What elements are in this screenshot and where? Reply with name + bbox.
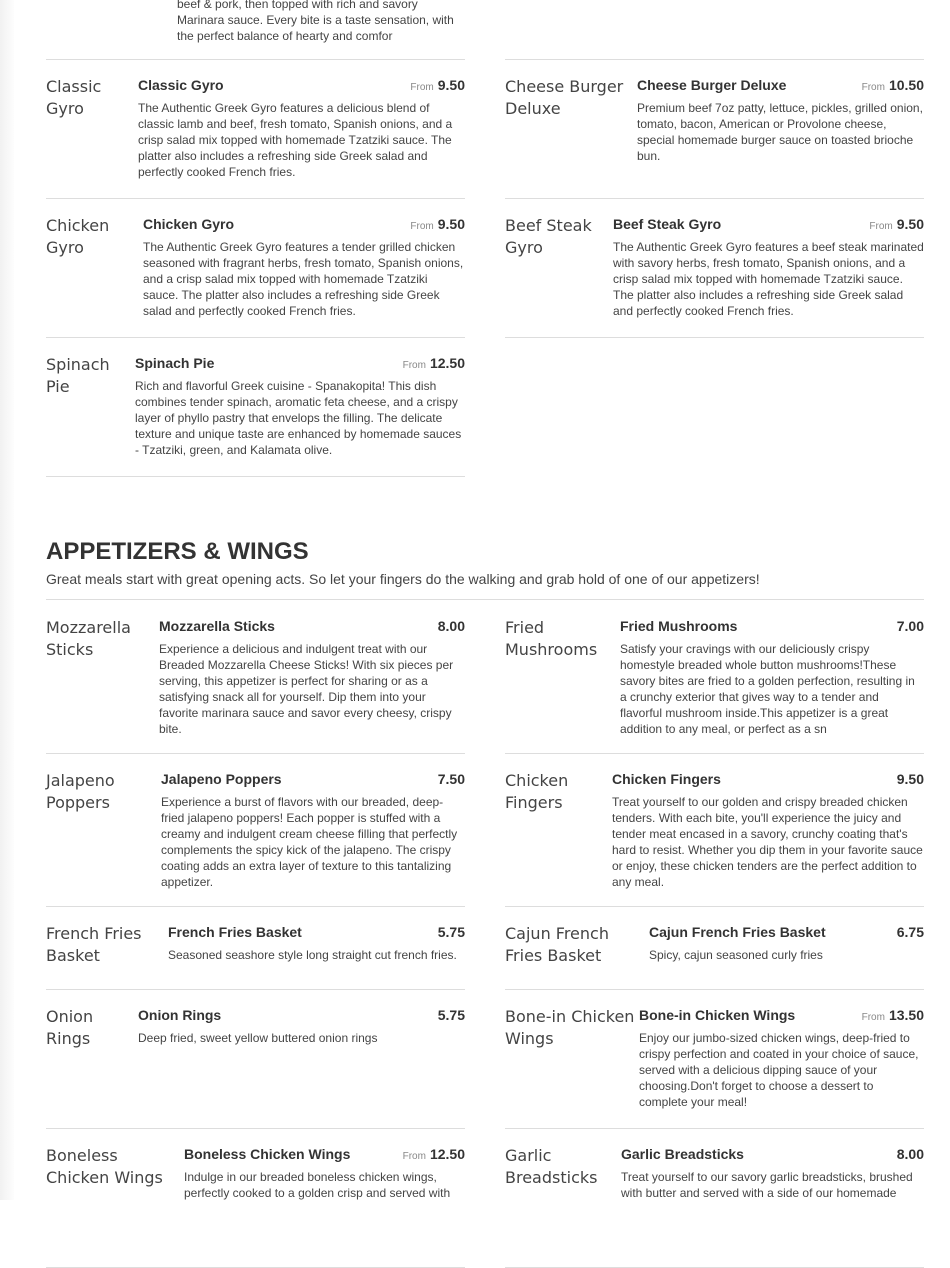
item-description: Deep fried, sweet yellow buttered onion rings: [138, 1031, 378, 1045]
menu-item-empty: [505, 0, 924, 60]
item-image[interactable]: Boneless Chicken Wings: [46, 1146, 163, 1187]
price-from-label: From: [869, 221, 893, 232]
item-description: Seasoned seashore style long straight cut french fries.: [168, 948, 457, 962]
category-title: APPETIZERS & WINGS: [46, 538, 309, 565]
menu-item-chicken-gyro[interactable]: [46, 215, 465, 338]
item-name[interactable]: Mozzarella Sticks: [159, 618, 275, 634]
menu-item-garlic-breadsticks[interactable]: [505, 1145, 924, 1268]
item-price: [869, 215, 924, 236]
item-description: Experience a burst of flavors with our breaded, deep-fried jalapeno poppers! Each popper is stuffed with a creamy and indulgent cream cheese filling that perfectly complements the spicy kick of the jalapeno. The crispy coating adds an extra layer of texture to this tantalizing appetizer.: [161, 795, 458, 889]
item-description: The Authentic Greek Gyro features a tender grilled chicken seasoned with fragrant herbs, fresh tomato, Spanish onions, and a crisp salad mix topped with homemade Tzatziki sauce. The platter also includes a refreshing side Greek salad and perfectly cooked French fries.: [143, 240, 464, 318]
price-value: 6.75: [896, 924, 924, 940]
item-name[interactable]: Spinach Pie: [135, 355, 215, 371]
item-price: [862, 76, 924, 97]
item-price: [438, 770, 465, 788]
item-price: [403, 354, 465, 375]
item-name[interactable]: French Fries Basket: [168, 924, 302, 940]
item-name[interactable]: Garlic Breadsticks: [621, 1146, 744, 1162]
price-value: 7.50: [437, 771, 465, 787]
item-price: [438, 923, 465, 941]
desc-line: Marinara sauce. Every bite is a taste sensation, with: [177, 13, 454, 27]
item-description: The Authentic Greek Gyro features a delicious blend of classic lamb and beef, fresh tomato, Spanish onions, and a crisp salad mix topped with homemade Tzatziki sauce. The platter also includes a refreshing side Greek salad and perfectly cooked French fries.: [138, 101, 453, 179]
item-price: [438, 617, 465, 635]
item-description: Spicy, cajun seasoned curly fries: [649, 948, 823, 962]
menu-item-onion-rings[interactable]: [46, 1006, 465, 1129]
price-value: 5.75: [437, 924, 465, 940]
item-description: Premium beef 7oz patty, lettuce, pickles, grilled onion, tomato, bacon, American or Provolone cheese, special homemade burger sauce on toasted brioche bun.: [637, 101, 923, 163]
item-image[interactable]: Cajun French Fries Basket: [505, 924, 609, 965]
item-price: [897, 1145, 924, 1163]
menu-item-jalapeno-poppers[interactable]: [46, 770, 465, 907]
price-value: 12.50: [429, 1146, 465, 1162]
item-name[interactable]: Bone-in Chicken Wings: [639, 1007, 796, 1023]
menu-item-partial[interactable]: [46, 0, 465, 60]
item-name[interactable]: Jalapeno Poppers: [161, 771, 282, 787]
price-value: 9.50: [437, 77, 465, 93]
page-edge-shadow: [0, 0, 14, 1200]
item-image[interactable]: Fried Mushrooms: [505, 618, 598, 659]
price-from-label: From: [402, 360, 426, 371]
price-value: 5.75: [437, 1007, 465, 1023]
item-price: [410, 76, 465, 97]
price-from-label: From: [410, 82, 434, 93]
item-description: Indulge in our breaded boneless chicken wings, perfectly cooked to a golden crisp and served with: [184, 1170, 451, 1200]
price-from-label: From: [402, 1151, 426, 1162]
item-image[interactable]: Chicken Gyro: [46, 216, 110, 257]
item-price: [897, 770, 924, 788]
item-name[interactable]: Fried Mushrooms: [620, 618, 738, 634]
item-price: [897, 923, 924, 941]
price-value: 10.50: [888, 77, 924, 93]
item-price: [862, 1006, 924, 1027]
item-image[interactable]: Bone-in Chicken Wings: [505, 1007, 635, 1048]
item-image[interactable]: Garlic Breadsticks: [505, 1146, 598, 1187]
item-description: [177, 0, 465, 44]
menu-item-fried-mushrooms[interactable]: [505, 617, 924, 754]
item-image[interactable]: Onion Rings: [46, 1007, 94, 1048]
item-description: Satisfy your cravings with our deliciously crispy homestyle breaded whole button mushrooms!These savory bites are fried to a golden perfection, resulting in a crunchy exterior that gives way to a tender and flavorful mushroom inside.This appetizer is a great addition to any meal, or perfect as a sn: [620, 642, 915, 736]
item-name[interactable]: Beef Steak Gyro: [613, 216, 722, 232]
item-description: The Authentic Greek Gyro features a beef steak marinated with savory herbs, fresh tomato, Spanish onions, and a crisp salad mix topped with homemade Tzatziki sauce. The platter also includes a refreshing side Greek salad and perfectly cooked French fries.: [613, 240, 924, 318]
price-value: 13.50: [888, 1007, 924, 1023]
item-image[interactable]: Beef Steak Gyro: [505, 216, 592, 257]
item-description: Treat yourself to our golden and crispy breaded chicken tenders. With each bite, you'll experience the juicy and tender meat encased in a savory, crunchy coating that's hard to resist. Whether you dip them in your favorite sauce or enjoy, these chicken tenders are the perfect addition to any meal.: [612, 795, 923, 889]
item-description: Rich and flavorful Greek cuisine - Spanakopita! This dish combines tender spinach, aromatic feta cheese, and a crispy layer of phyllo pastry that envelops the filling. The delicate texture and unique taste are enhanced by homemade sauces - Tzatziki, green, and Kalamata olive.: [135, 379, 462, 457]
menu-item-cheese-burger-deluxe[interactable]: [505, 76, 924, 199]
price-value: 8.00: [437, 618, 465, 634]
menu-item-french-fries-basket[interactable]: [46, 923, 465, 990]
price-value: 7.00: [896, 618, 924, 634]
item-image[interactable]: Cheese Burger Deluxe: [505, 77, 624, 118]
item-price: [410, 215, 465, 236]
category-subtitle: Great meals start with great opening acts. So let your fingers do the walking and grab hold of one of our appetizers!: [46, 571, 760, 587]
category-divider: [46, 599, 924, 600]
menu-item-classic-gyro[interactable]: [46, 76, 465, 199]
item-description: Experience a delicious and indulgent treat with our Breaded Mozzarella Cheese Sticks! With six pieces per serving, this appetizer is perfect for sharing or as a satisfying snack all for yourself. Dip them into your favorite marinara sauce and savor every cheesy, crispy bite.: [159, 642, 454, 736]
item-price: [403, 1145, 465, 1166]
price-value: 9.50: [896, 771, 924, 787]
price-value: 9.50: [437, 216, 465, 232]
menu-item-boneless-chicken-wings[interactable]: [46, 1145, 465, 1268]
menu-item-bone-in-chicken-wings[interactable]: [505, 1006, 924, 1129]
item-price: [897, 617, 924, 635]
item-name[interactable]: Classic Gyro: [138, 77, 224, 93]
item-image[interactable]: French Fries Basket: [46, 924, 142, 965]
menu-item-spinach-pie[interactable]: [46, 354, 465, 477]
item-image[interactable]: Jalapeno Poppers: [46, 771, 115, 812]
item-name[interactable]: Chicken Gyro: [143, 216, 235, 232]
desc-line: beef & pork, then topped with rich and savory: [177, 0, 418, 11]
price-value: 12.50: [429, 355, 465, 371]
menu-item-cajun-french-fries-basket[interactable]: [505, 923, 924, 990]
price-value: 8.00: [896, 1146, 924, 1162]
item-image[interactable]: Chicken Fingers: [505, 771, 569, 812]
item-name[interactable]: Boneless Chicken Wings: [184, 1146, 351, 1162]
price-value: 9.50: [896, 216, 924, 232]
menu-item-beef-steak-gyro[interactable]: [505, 215, 924, 338]
item-image[interactable]: Spinach Pie: [46, 355, 110, 396]
item-name[interactable]: Chicken Fingers: [612, 771, 721, 787]
item-image[interactable]: Classic Gyro: [46, 77, 102, 118]
item-name[interactable]: Cajun French Fries Basket: [649, 924, 826, 940]
price-from-label: From: [861, 1012, 885, 1023]
item-description: Enjoy our jumbo-sized chicken wings, deep-fried to crispy perfection and coated in your choice of sauce, served with a delicious dipping sauce of your choosing.Don't forget to choose a dessert to complete your meal!: [639, 1031, 919, 1109]
price-from-label: From: [410, 221, 434, 232]
menu-item-chicken-fingers[interactable]: [505, 770, 924, 907]
item-name[interactable]: Cheese Burger Deluxe: [637, 77, 787, 93]
menu-item-mozzarella-sticks[interactable]: [46, 617, 465, 754]
item-image[interactable]: Mozzarella Sticks: [46, 618, 131, 659]
item-name[interactable]: Onion Rings: [138, 1007, 222, 1023]
price-from-label: From: [861, 82, 885, 93]
item-description: Treat yourself to our savory garlic breadsticks, brushed with butter and served with a side of our homemade: [621, 1170, 913, 1200]
item-price: [438, 1006, 465, 1024]
desc-line: the perfect balance of hearty and comfor: [177, 29, 393, 43]
